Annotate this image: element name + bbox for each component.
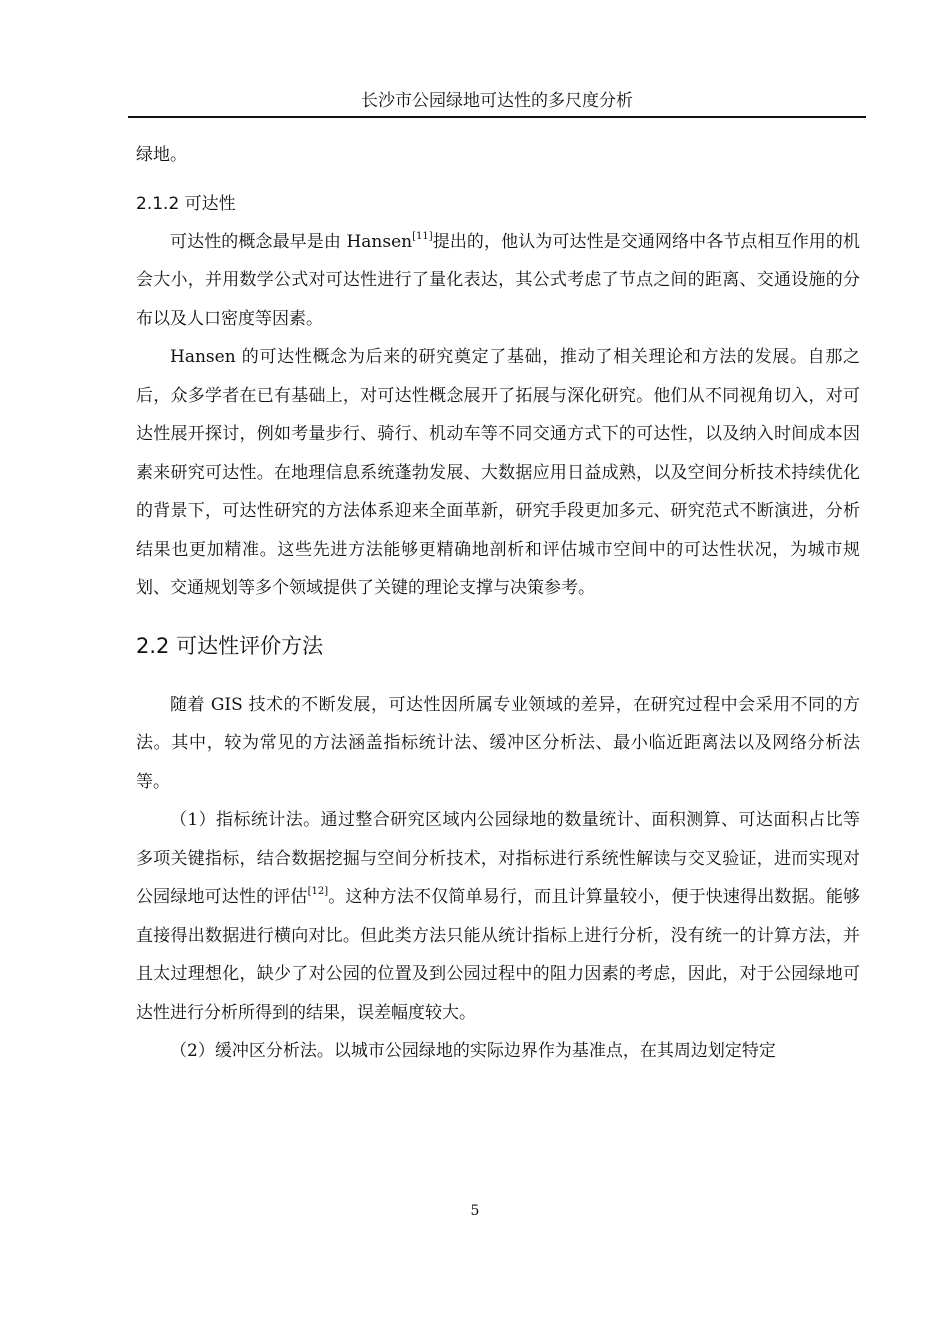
section-heading-2-2: 2.2 可达性评价方法 <box>136 633 324 658</box>
paragraph-text: 。这种方法不仅简单易行，而且计算量较小，便于快速得出数据。能够直接得出数据进行横向对比。但此类方法只能从统计指标上进行分析，没有统一的计算方法，并且太过理想化，缺少了对公园的位置及到公园过程中的阻力因素的考虑，因此，对于公园绿地可达性进行分析所得到的结果，误差幅度较大。 <box>136 887 860 1023</box>
paragraph-text: （1）指标统计法。通过整合研究区域内公园绿地的数量统计、面积测算、可达面积占比等多项关键指标，结合数据挖掘与空间分析技术，对指标进行系统性解读与交叉验证，进而实现对公园绿地可达性的评估 <box>136 810 860 907</box>
paragraph-hansen-definition <box>136 223 860 339</box>
running-header: 长沙市公园绿地可达性的多尺度分析 <box>128 88 866 118</box>
carryover-text: 绿地。 <box>136 145 187 165</box>
section-heading-2-1-2: 2.1.2 可达性 <box>136 193 236 214</box>
paragraph-text: 提出的，他认为可达性是交通网络中各节点相互作用的机会大小，并用数学公式对可达性进行了量化表达，其公式考虑了节点之间的距离、交通设施的分布以及人口密度等因素。 <box>136 231 861 329</box>
page-body <box>136 136 860 1071</box>
paragraph-text: 可达性的概念最早是由 Hansen <box>170 231 413 252</box>
citation-marker: [12] <box>307 886 329 897</box>
citation-marker: [11] <box>412 230 433 242</box>
paragraph-buffer-analysis: （2）缓冲区分析法。以城市公园绿地的实际边界作为基准点，在其周边划定特定 <box>170 1041 776 1061</box>
paragraph-hansen-influence: Hansen 的可达性概念为后来的研究奠定了基础，推动了相关理论和方法的发展。自那之后，众多学者在已有基础上，对可达性概念展开了拓展与深化研究。他们从不同视角切入，对可达性展开探讨，例如考量步行、骑行、机动车等不同交通方式下的可达性，以及纳入时间成本因素来研究可达性。在地理信息系统蓬勃发展、大数据应用日益成熟，以及空间分析技术持续优化的背景下，可达性研究的方法体系迎来全面革新，研究手段更加多元、研究范式不断演进，分析结果也更加精准。这些先进方法能够更精确地剖析和评估城市空间中的可达性状况，为城市规划、交通规划等多个领域提供了关键的理论支撑与决策参考。 <box>136 347 860 598</box>
paragraph-methods-overview: 随着 GIS 技术的不断发展，可达性因所属专业领域的差异，在研究过程中会采用不同的方法。其中，较为常见的方法涵盖指标统计法、缓冲区分析法、最小临近距离法以及网络分析法等。 <box>136 694 860 792</box>
page-number: 5 <box>470 1203 480 1219</box>
paragraph-indicator-statistics <box>136 801 860 1032</box>
